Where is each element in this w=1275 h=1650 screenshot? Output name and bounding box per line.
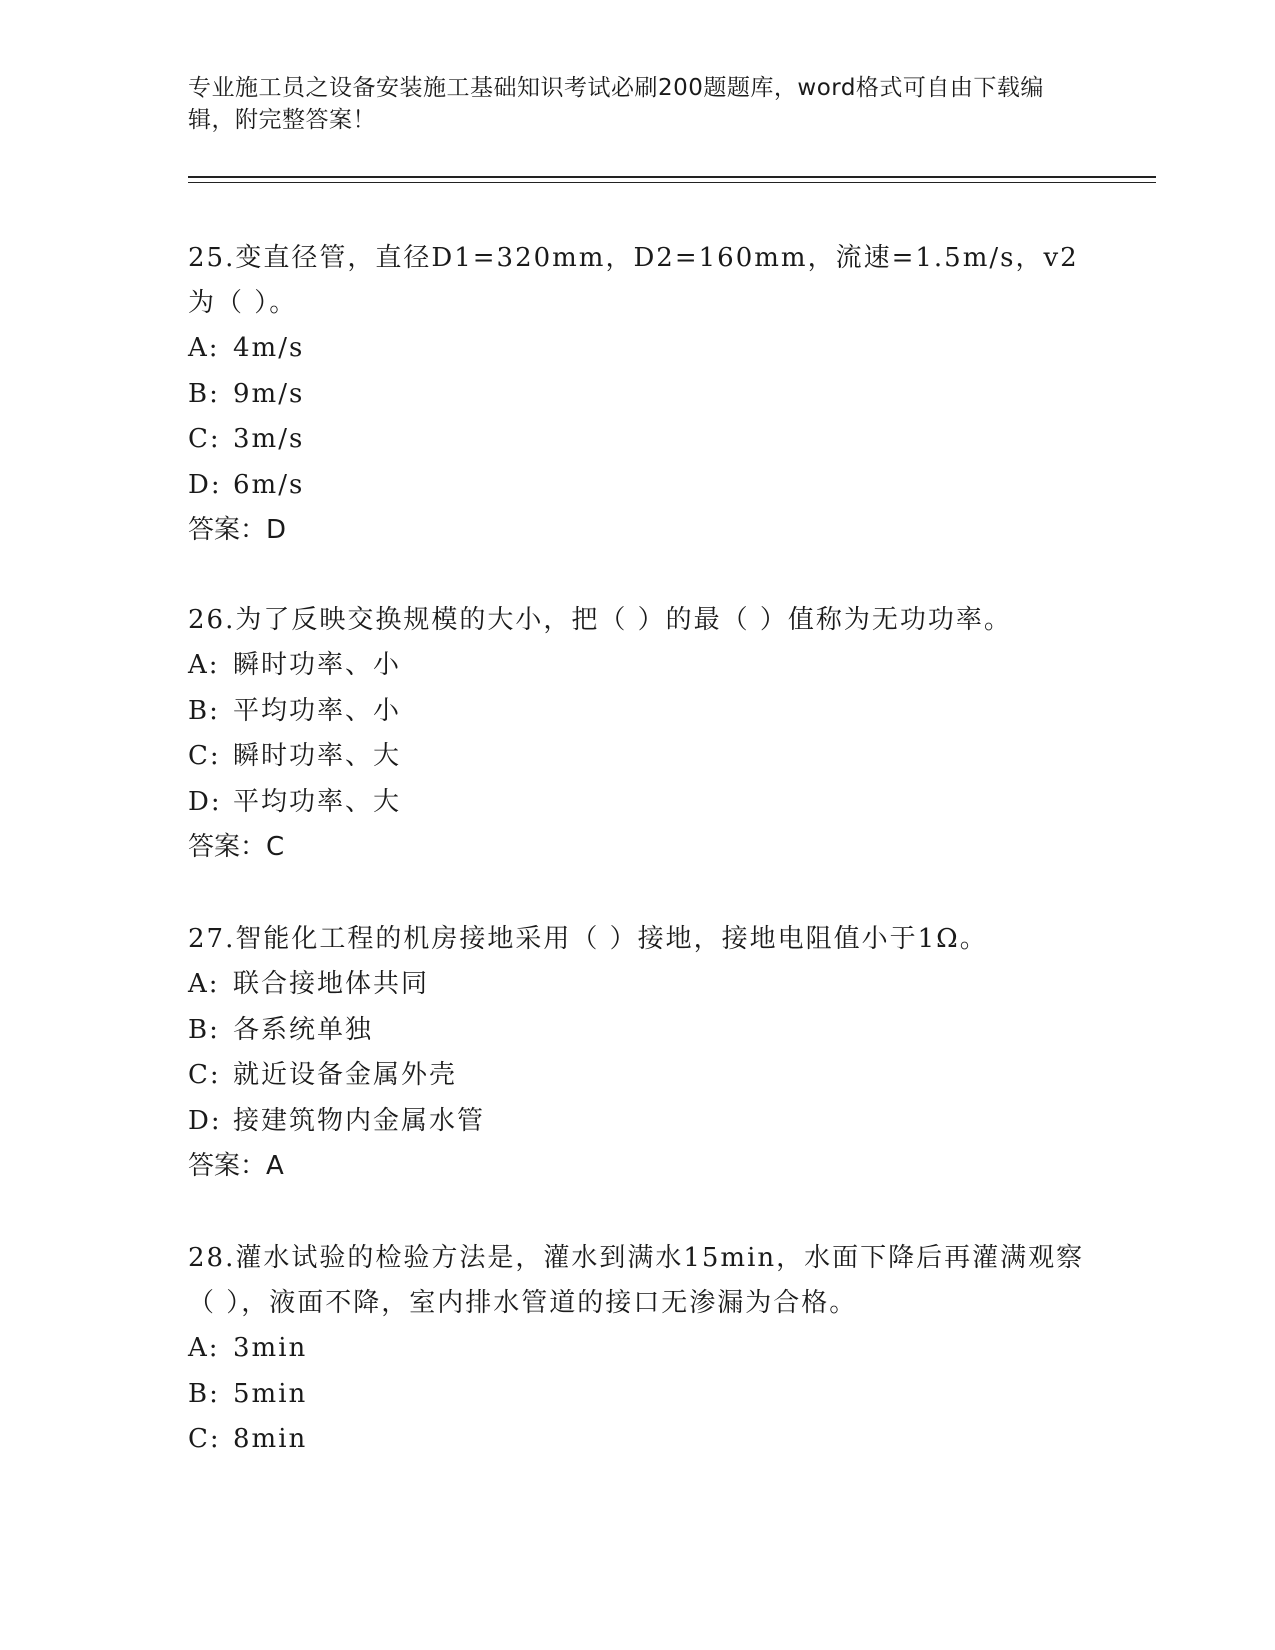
option-b: B: 9m/s	[188, 378, 305, 409]
option-label: 3min	[233, 1333, 308, 1363]
option-label: 6m/s	[233, 469, 305, 500]
option-a: A: 3min	[188, 1333, 308, 1363]
option-c: C: 8min	[188, 1424, 308, 1454]
option-d: D: 平均功率、大	[188, 786, 402, 817]
option-c: C: 瞬时功率、大	[188, 741, 402, 771]
document-header: 专业施工员之设备安装施工基础知识考试必刷200题题库，word格式可自由下载编辑，附完整答案！	[188, 75, 1044, 133]
option-label: 8min	[233, 1424, 308, 1454]
question-28	[188, 1236, 1088, 1463]
question-text: 28.灌水试验的检验方法是，灌水到满水15min，水面下降后再灌满观察（ ），液面不降，室内排水管道的接口无渗漏为合格。	[188, 1243, 1085, 1318]
answer: 答案：C	[188, 832, 285, 862]
option-label: 就近设备金属外壳	[233, 1060, 458, 1090]
option-label: 9m/s	[233, 378, 305, 409]
question-text: 26.为了反映交换规模的大小，把（ ）的最（ ）值称为无功功率。	[188, 605, 1012, 635]
option-label: 5min	[233, 1378, 308, 1409]
question-text: 27.智能化工程的机房接地采用（ ）接地，接地电阻值小于1Ω。	[188, 924, 988, 954]
option-label: 3m/s	[233, 424, 305, 454]
option-label: 接建筑物内金属水管	[233, 1105, 486, 1136]
option-c: C: 就近设备金属外壳	[188, 1060, 458, 1090]
option-d: D: 接建筑物内金属水管	[188, 1105, 486, 1136]
question-text: 25.变直径管，直径D1=320mm，D2=160mm，流速=1.5m/s，v2为（ ）。	[188, 243, 1079, 318]
option-a: A: 联合接地体共同	[188, 969, 430, 999]
option-b: B: 各系统单独	[188, 1014, 374, 1045]
option-label: 4m/s	[233, 333, 305, 363]
option-a: A: 瞬时功率、小	[188, 650, 402, 680]
option-label: 瞬时功率、大	[233, 741, 402, 771]
option-label: 瞬时功率、小	[233, 650, 402, 680]
header-divider-thin	[188, 182, 1156, 183]
option-b: B: 平均功率、小	[188, 695, 402, 726]
answer: 答案：D	[188, 515, 287, 545]
option-label: 联合接地体共同	[233, 969, 430, 999]
option-label: 平均功率、大	[233, 786, 402, 817]
question-25	[188, 236, 1088, 553]
option-b: B: 5min	[188, 1378, 308, 1409]
option-label: 平均功率、小	[233, 695, 402, 726]
header-divider	[188, 176, 1156, 178]
option-a: A: 4m/s	[188, 333, 305, 363]
option-label: 各系统单独	[233, 1014, 374, 1045]
answer: 答案：A	[188, 1151, 284, 1181]
question-27	[188, 917, 1088, 1189]
question-26	[188, 598, 1088, 870]
option-c: C: 3m/s	[188, 424, 305, 454]
option-d: D: 6m/s	[188, 469, 305, 500]
